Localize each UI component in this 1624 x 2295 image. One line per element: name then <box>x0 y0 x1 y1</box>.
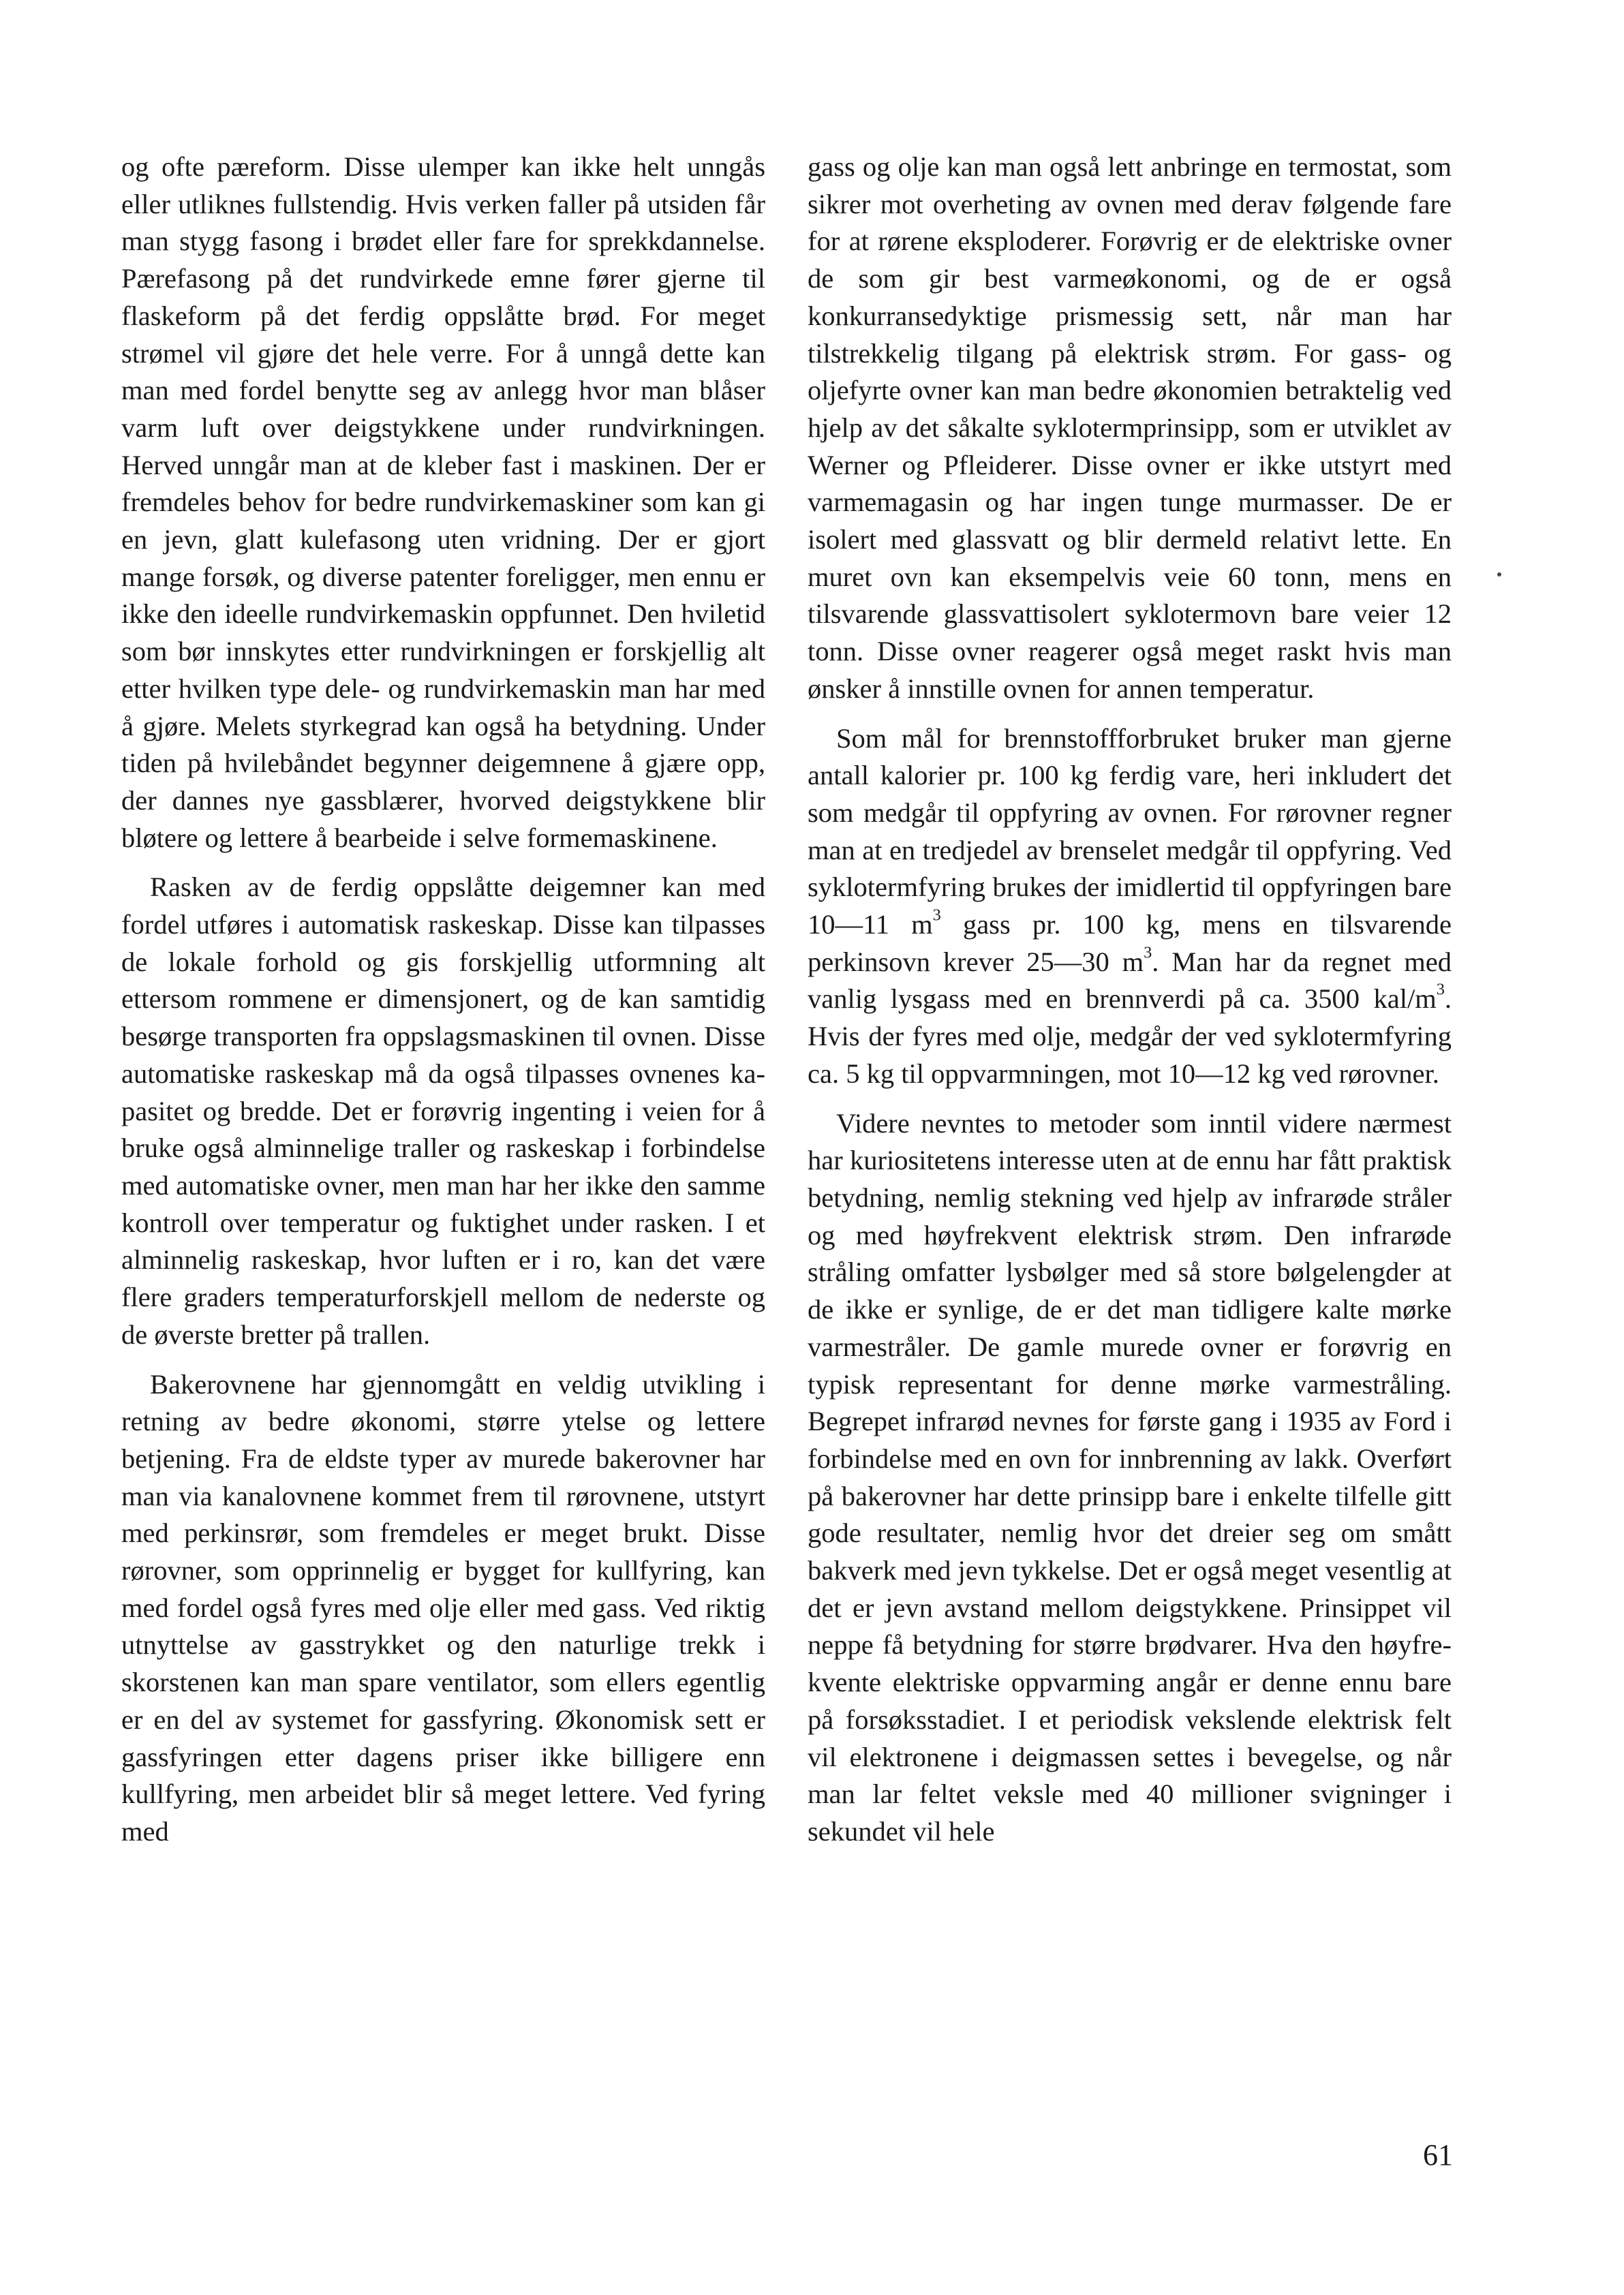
right-paragraph-2-part-b: gass pr. 100 kg, mens en tilsvarende perkinsovn krever 25—30 m <box>808 909 1452 977</box>
left-paragraph-2: Rasken av de ferdig oppslåtte deigemner kan med fordel utføres i automatisk raskeskap. Disse kan tilpasses de lokale forhold og gis forskjellig utformning alt ettersom rommene er dimensjonert, og de kan samtidig besørge transporten fra oppslagsmaskinen til ovnen. Disse automatiske raskeskap må da også tilpasses ovnenes kapasitet og bredde. Det er forøvrig ingenting i veien for å bruke også alminnelige traller og raskeskap i forbindelse med automatiske ovner, men man har her ikke den samme kontroll over temperatur og fuktighet under rasken. I et alminnelig raskeskap, hvor luften er i ro, kan det være flere graders temperaturforskjell mellom de nederste og de øverste bretter på trallen. <box>121 872 765 1350</box>
right-paragraph-2-part-a: Som mål for brennstoffforbruket bruker man gjerne antall kalorier pr. 100 kg ferdig vare, heri inkludert det som medgår til oppfyring av ovnen. For rørovner regner man at en tredjedel av brenselet medgår til oppfyring. Ved syklotermfyring brukes der imidlertid til oppfyringen bare 10—11 m <box>808 722 1452 940</box>
right-paragraph-1: gass og olje kan man også lett anbringe en termostat, som sikrer mot overheting av ovnen med derav følgende fare for at rørene eksploderer. Forøvrig er de elektriske ovner de som gir best varmeøkonomi, og de er også konkurransedyktige prismessig sett, når man har tilstrekkelig tilgang på elektrisk strøm. For gass- og oljefyrte ovner kan man bedre økonomien betraktelig ved hjelp av det såkalte syklotermprinsipp, som er utviklet av Werner og Pfleiderer. Disse ovner er ikke utstyrt med varmemagasin og har ingen tunge murmasser. De er isolert med glassvatt og blir dermeld relativt lette. En muret ovn kan eksempelvis veie 60 tonn, mens en tilsvarende glassvattisolert syklotermovn bare veier 12 tonn. Disse ovner reagerer også meget raskt hvis man ønsker å innstille ovnen for annen temperatur. <box>808 151 1452 704</box>
right-paragraph-3: Videre nevntes to metoder som inntil videre nærmest har kuriositetens interesse uten at de ennu har fått praktisk betydning, nemlig stekning ved hjelp av infrarøde stråler og med høyfrekvent elektrisk strøm. Den infrarøde stråling omfatter lysbølger med så store bølgelengder at de ikke er synlige, de er det man tidligere kalte mørke varmestråler. De gamle murede ovner er forøvrig en typisk representant for denne mørke varmestråling. Begrepet infrarød nevnes for første gang i 1935 av Ford i forbindelse med en ovn for innbrenning av lakk. Overført på bakerovner har dette prinsipp bare i enkelte tilfelle gitt gode resultater, nemlig hvor det dreier seg om smått bakverk med jevn tykkelse. Det er også meget vesentlig at det er jevn avstand mellom deigstykkene. Prinsippet vil neppe få betydning for større brødvarer. Hva den høyfrekvente elektriske oppvarming angår er denne ennu bare på forsøksstadiet. I et periodisk vekslende elektrisk felt vil elektronene i deigmassen settes i bevegelse, og når man lar feltet veksle med 40 millioner svigninger i sekundet vil hele <box>808 1107 1452 1847</box>
right-paragraph-2-part-c: . Man har da regnet med vanlig lysgass med en brennverdi på ca. 3500 kal/m <box>808 946 1452 1015</box>
page-number: 61 <box>1423 2138 1453 2172</box>
superscript-cubic-3: 3 <box>1436 981 1445 1000</box>
right-paragraph-2 <box>808 720 1452 1093</box>
right-column <box>808 149 1452 1863</box>
right-paragraph-2-part-d: . Hvis der fyres med olje, medgår der ved syklotermfyring ca. 5 kg til oppvarmningen, mot 10—12 kg ved rørovner. <box>808 983 1452 1089</box>
superscript-cubic-1: 3 <box>932 906 941 925</box>
left-paragraph-1: og ofte pæreform. Disse ulemper kan ikke helt unngås eller utliknes fullstendig. Hvis verken faller på utsiden får man stygg fasong i brødet eller fare for sprekkdannelse. Pærefasong på det rundvirkede emne fører gjerne til flaskeform på det ferdig oppslåtte brød. For meget strømel vil gjøre det hele verre. For å unngå dette kan man med fordel benytte seg av anlegg hvor man blåser varm luft over deigstykkene under rundvirkningen. Herved unngår man at de kleber fast i maskinen. Der er fremdeles behov for bedre rundvirkemaskiner som kan gi en jevn, glatt kulefasong uten vridning. Der er gjort mange forsøk, og diverse patenter foreligger, men ennu er ikke den ideelle rundvirkemaskin oppfunnet. Den hviletid som bør innskytes etter rundvirkningen er forskjellig alt etter hvilken type dele- og rundvirkemaskin man har med å gjøre. Melets styrkegrad kan også ha betydning. Under tiden på hvilebåndet begynner deigemnene å gjære opp, der dannes nye gassblærer, hvorved deigstykkene blir bløtere og lettere å bearbeide i selve formemaskinene. <box>121 151 765 853</box>
left-column <box>121 149 765 1863</box>
margin-dot-mark <box>1497 572 1501 576</box>
superscript-cubic-2: 3 <box>1144 943 1152 962</box>
left-paragraph-3: Bakerovnene har gjennomgått en veldig utvikling i retning av bedre økonomi, større ytelse og lettere betjening. Fra de eldste typer av murede bakerovner har man via kanalovnene kommet frem til rørovnene, utstyrt med perkinsrør, som fremdeles er meget brukt. Disse rørovner, som opprinnelig er bygget for kullfyring, kan med fordel også fyres med olje eller med gass. Ved riktig utnyttelse av gasstrykket og den naturlige trekk i skorstenen kan man spare ventilator, som ellers egentlig er en del av systemet for gassfyring. Økonomisk sett er gassfyringen etter dagens priser ikke billigere enn kullfyring, men arbeidet blir så meget lettere. Ved fyring med <box>121 1368 765 1847</box>
